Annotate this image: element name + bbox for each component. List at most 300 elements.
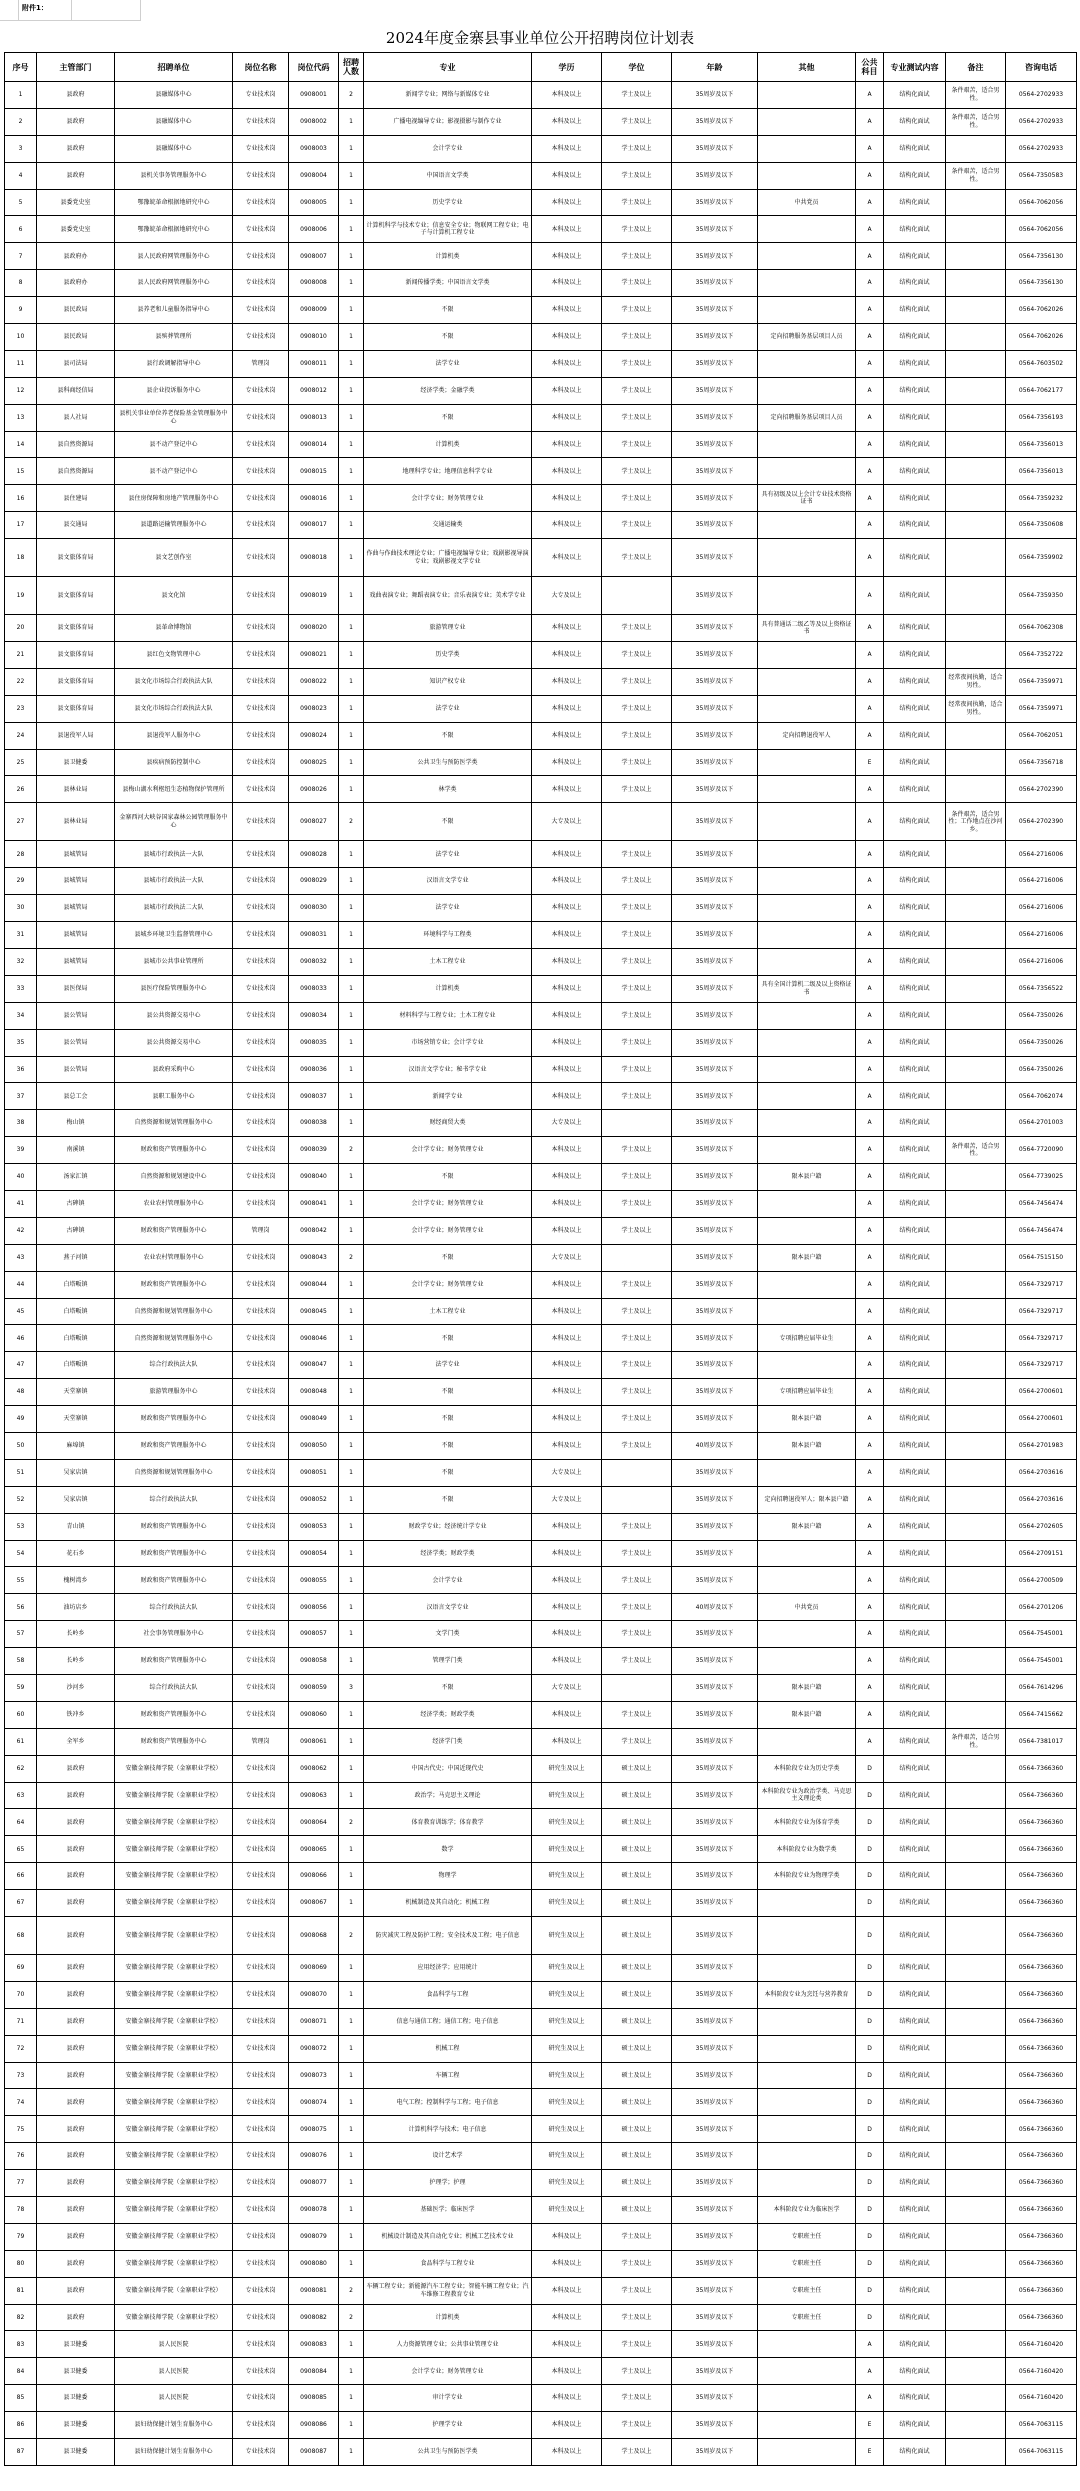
cell-test-content: 结构化面试	[884, 2385, 946, 2412]
cell-post-name: 专业技术岗	[233, 2331, 289, 2358]
cell-test-content: 结构化面试	[884, 1244, 946, 1271]
cell-other	[758, 2143, 856, 2170]
cell-index: 55	[5, 1567, 37, 1594]
cell-post-code: 0908080	[289, 2250, 339, 2277]
cell-major: 不限	[364, 1164, 532, 1191]
cell-department: 县政府	[37, 1863, 115, 1890]
cell-education: 研究生及以上	[532, 1890, 602, 1917]
table-row	[5, 1674, 1077, 1701]
cell-test-content: 结构化面试	[884, 2035, 946, 2062]
cell-post-name: 专业技术岗	[233, 1621, 289, 1648]
cell-test-content: 结构化面试	[884, 948, 946, 975]
cell-index: 22	[5, 668, 37, 695]
cell-department: 全军乡	[37, 1728, 115, 1755]
cell-degree: 学士及以上	[602, 243, 672, 270]
cell-other: 定向招聘服务基层项目人员	[758, 404, 856, 431]
cell-department: 铁冲乡	[37, 1701, 115, 1728]
cell-department: 县政府	[37, 1955, 115, 1982]
cell-education: 大专及以上	[532, 803, 602, 841]
table-row	[5, 1594, 1077, 1621]
cell-post-code: 0908035	[289, 1029, 339, 1056]
cell-headcount: 1	[339, 2170, 364, 2197]
cell-headcount: 1	[339, 668, 364, 695]
cell-remark	[946, 297, 1006, 324]
cell-degree: 学士及以上	[602, 1190, 672, 1217]
cell-remark	[946, 2304, 1006, 2331]
cell-headcount: 1	[339, 1029, 364, 1056]
cell-employer: 县疾病预防控制中心	[115, 749, 233, 776]
cell-other: 专职班主任	[758, 2304, 856, 2331]
table-row	[5, 189, 1077, 216]
cell-major: 地理科学专业；地理信息科学专业	[364, 458, 532, 485]
cell-phone: 0564-7062056	[1006, 216, 1077, 243]
cell-phone: 0564-2716006	[1006, 841, 1077, 868]
cell-public-subject: A	[856, 868, 884, 895]
cell-public-subject: A	[856, 668, 884, 695]
cell-test-content: 结构化面试	[884, 1083, 946, 1110]
cell-age: 40周岁及以下	[672, 1594, 758, 1621]
cell-employer: 财政和资产管理服务中心	[115, 1432, 233, 1459]
cell-public-subject: A	[856, 512, 884, 539]
cell-post-name: 专业技术岗	[233, 2439, 289, 2466]
cell-education: 本科及以上	[532, 668, 602, 695]
cell-post-code: 0908071	[289, 2008, 339, 2035]
cell-education: 本科及以上	[532, 2304, 602, 2331]
cell-index: 19	[5, 577, 37, 615]
cell-age: 35周岁及以下	[672, 1567, 758, 1594]
cell-employer: 安徽金寨技师学院（金寨职业学校）	[115, 1836, 233, 1863]
cell-remark	[946, 1513, 1006, 1540]
cell-department: 油坊店乡	[37, 1594, 115, 1621]
cell-education: 研究生及以上	[532, 1755, 602, 1782]
cell-headcount: 1	[339, 1621, 364, 1648]
cell-index: 79	[5, 2223, 37, 2250]
table-row	[5, 431, 1077, 458]
cell-headcount: 1	[339, 1486, 364, 1513]
cell-degree	[602, 1486, 672, 1513]
cell-education: 本科及以上	[532, 108, 602, 135]
cell-test-content: 结构化面试	[884, 1190, 946, 1217]
table-row	[5, 922, 1077, 949]
cell-major: 财政学专业；经济统计学专业	[364, 1513, 532, 1540]
cell-post-code: 0908006	[289, 216, 339, 243]
cell-department: 县城管局	[37, 868, 115, 895]
cell-degree	[602, 1459, 672, 1486]
cell-post-name: 专业技术岗	[233, 1863, 289, 1890]
cell-post-code: 0908055	[289, 1567, 339, 1594]
cell-remark	[946, 1540, 1006, 1567]
cell-headcount: 2	[339, 1244, 364, 1271]
cell-degree	[602, 577, 672, 615]
cell-major: 设计艺术学	[364, 2143, 532, 2170]
cell-post-code: 0908073	[289, 2062, 339, 2089]
cell-department: 县卫健委	[37, 749, 115, 776]
cell-test-content: 结构化面试	[884, 82, 946, 109]
cell-public-subject: A	[856, 1137, 884, 1164]
cell-headcount: 1	[339, 2197, 364, 2224]
cell-public-subject: D	[856, 2304, 884, 2331]
cell-employer: 县机关事务管理服务中心	[115, 162, 233, 189]
cell-test-content: 结构化面试	[884, 642, 946, 669]
cell-post-code: 0908020	[289, 615, 339, 642]
cell-headcount: 1	[339, 1325, 364, 1352]
cell-post-code: 0908063	[289, 1782, 339, 1809]
cell-index: 87	[5, 2439, 37, 2466]
cell-post-name: 专业技术岗	[233, 1486, 289, 1513]
cell-employer: 安徽金寨技师学院（金寨职业学校）	[115, 1755, 233, 1782]
cell-test-content: 结构化面试	[884, 512, 946, 539]
cell-test-content: 结构化面试	[884, 1056, 946, 1083]
cell-major: 计算机类	[364, 243, 532, 270]
cell-index: 81	[5, 2277, 37, 2304]
cell-public-subject: A	[856, 1110, 884, 1137]
cell-post-name: 专业技术岗	[233, 2170, 289, 2197]
cell-post-code: 0908015	[289, 458, 339, 485]
cell-phone: 0564-2701003	[1006, 1110, 1077, 1137]
cell-degree: 学士及以上	[602, 2250, 672, 2277]
cell-department: 县政府	[37, 2143, 115, 2170]
cell-post-code: 0908037	[289, 1083, 339, 1110]
cell-age: 40周岁及以下	[672, 1432, 758, 1459]
cell-public-subject: A	[856, 458, 884, 485]
cell-employer: 县融媒体中心	[115, 135, 233, 162]
cell-post-code: 0908016	[289, 485, 339, 512]
cell-other: 定向招聘服务基层项目人员	[758, 324, 856, 351]
cell-department: 县卫健委	[37, 2385, 115, 2412]
cell-phone: 0564-7359232	[1006, 485, 1077, 512]
cell-remark	[946, 1164, 1006, 1191]
cell-major: 新闻传播学类；中国语言文学类	[364, 270, 532, 297]
cell-age: 35周岁及以下	[672, 1190, 758, 1217]
cell-phone: 0564-7366360	[1006, 2089, 1077, 2116]
cell-test-content: 结构化面试	[884, 615, 946, 642]
table-row	[5, 1755, 1077, 1782]
cell-headcount: 1	[339, 577, 364, 615]
cell-phone: 0564-7366360	[1006, 1955, 1077, 1982]
cell-degree: 学士及以上	[602, 1648, 672, 1675]
cell-post-code: 0908042	[289, 1217, 339, 1244]
cell-post-name: 专业技术岗	[233, 297, 289, 324]
table-row	[5, 512, 1077, 539]
cell-major: 计算机类	[364, 2304, 532, 2331]
cell-education: 大专及以上	[532, 1674, 602, 1701]
cell-headcount: 1	[339, 975, 364, 1002]
cell-other: 本科阶段专业为烹饪与营养教育	[758, 1981, 856, 2008]
cell-post-code: 0908061	[289, 1728, 339, 1755]
cell-degree: 学士及以上	[602, 2331, 672, 2358]
cell-post-code: 0908065	[289, 1836, 339, 1863]
cell-department: 县交通局	[37, 512, 115, 539]
cell-department: 县城管局	[37, 948, 115, 975]
cell-major: 新闻学专业	[364, 1083, 532, 1110]
cell-department: 县住建局	[37, 485, 115, 512]
cell-test-content: 结构化面试	[884, 2062, 946, 2089]
cell-test-content: 结构化面试	[884, 1513, 946, 1540]
cell-remark	[946, 404, 1006, 431]
cell-education: 研究生及以上	[532, 1955, 602, 1982]
cell-phone: 0564-7366360	[1006, 1782, 1077, 1809]
cell-headcount: 1	[339, 1083, 364, 1110]
cell-age: 35周岁及以下	[672, 922, 758, 949]
table-row	[5, 1432, 1077, 1459]
cell-headcount: 1	[339, 1513, 364, 1540]
cell-employer: 安徽金寨技师学院（金寨职业学校）	[115, 2170, 233, 2197]
cell-age: 35周岁及以下	[672, 297, 758, 324]
cell-department: 县卫健委	[37, 2439, 115, 2466]
cell-education: 本科及以上	[532, 2277, 602, 2304]
cell-other	[758, 2116, 856, 2143]
cell-phone: 0564-7366360	[1006, 2304, 1077, 2331]
cell-degree: 学士及以上	[602, 512, 672, 539]
cell-age: 35周岁及以下	[672, 577, 758, 615]
cell-degree: 硕士及以上	[602, 1890, 672, 1917]
cell-education: 本科及以上	[532, 615, 602, 642]
cell-public-subject: A	[856, 1298, 884, 1325]
cell-department: 县总工会	[37, 1083, 115, 1110]
cell-other: 中共党员	[758, 189, 856, 216]
cell-age: 35周岁及以下	[672, 1621, 758, 1648]
cell-post-code: 0908066	[289, 1863, 339, 1890]
cell-public-subject: A	[856, 1486, 884, 1513]
cell-employer: 县退役军人服务中心	[115, 722, 233, 749]
cell-index: 66	[5, 1863, 37, 1890]
cell-education: 本科及以上	[532, 189, 602, 216]
cell-phone: 0564-2701983	[1006, 1432, 1077, 1459]
cell-education: 本科及以上	[532, 2439, 602, 2466]
cell-remark	[946, 2358, 1006, 2385]
cell-post-code: 0908058	[289, 1648, 339, 1675]
cell-test-content: 结构化面试	[884, 695, 946, 722]
cell-other	[758, 2439, 856, 2466]
cell-public-subject: D	[856, 1809, 884, 1836]
cell-headcount: 1	[339, 1981, 364, 2008]
cell-education: 本科及以上	[532, 749, 602, 776]
cell-test-content: 结构化面试	[884, 135, 946, 162]
cell-test-content: 结构化面试	[884, 1029, 946, 1056]
cell-index: 24	[5, 722, 37, 749]
cell-remark	[946, 1863, 1006, 1890]
cell-age: 35周岁及以下	[672, 1083, 758, 1110]
cell-index: 75	[5, 2116, 37, 2143]
cell-index: 70	[5, 1981, 37, 2008]
cell-department: 县科商经信局	[37, 377, 115, 404]
cell-remark	[946, 2331, 1006, 2358]
cell-post-name: 专业技术岗	[233, 2197, 289, 2224]
cell-remark	[946, 431, 1006, 458]
cell-index: 77	[5, 2170, 37, 2197]
cell-public-subject: A	[856, 2385, 884, 2412]
cell-public-subject: E	[856, 2439, 884, 2466]
cell-phone: 0564-7356013	[1006, 458, 1077, 485]
cell-remark	[946, 2170, 1006, 2197]
cell-public-subject: A	[856, 1648, 884, 1675]
cell-other	[758, 642, 856, 669]
cell-phone: 0564-7603502	[1006, 350, 1077, 377]
cell-employer: 农业农村管理服务中心	[115, 1244, 233, 1271]
cell-test-content: 结构化面试	[884, 1002, 946, 1029]
cell-age: 35周岁及以下	[672, 615, 758, 642]
cell-age: 35周岁及以下	[672, 1809, 758, 1836]
cell-index: 28	[5, 841, 37, 868]
cell-phone: 0564-7350583	[1006, 162, 1077, 189]
cell-index: 37	[5, 1083, 37, 1110]
cell-remark	[946, 2062, 1006, 2089]
cell-phone: 0564-7356013	[1006, 431, 1077, 458]
cell-other	[758, 1459, 856, 1486]
cell-headcount: 1	[339, 270, 364, 297]
cell-test-content: 结构化面试	[884, 975, 946, 1002]
cell-post-name: 专业技术岗	[233, 1890, 289, 1917]
cell-headcount: 1	[339, 1298, 364, 1325]
cell-age: 35周岁及以下	[672, 1002, 758, 1029]
cell-index: 53	[5, 1513, 37, 1540]
cell-index: 69	[5, 1955, 37, 1982]
cell-post-code: 0908052	[289, 1486, 339, 1513]
cell-headcount: 1	[339, 2062, 364, 2089]
cell-test-content: 结构化面试	[884, 1271, 946, 1298]
cell-phone: 0564-7062026	[1006, 297, 1077, 324]
cell-index: 64	[5, 1809, 37, 1836]
cell-public-subject: A	[856, 948, 884, 975]
cell-education: 本科及以上	[532, 1540, 602, 1567]
cell-test-content: 结构化面试	[884, 868, 946, 895]
cell-age: 35周岁及以下	[672, 2385, 758, 2412]
cell-degree: 学士及以上	[602, 1083, 672, 1110]
cell-education: 大专及以上	[532, 1459, 602, 1486]
cell-test-content: 结构化面试	[884, 776, 946, 803]
cell-headcount: 2	[339, 82, 364, 109]
cell-degree: 学士及以上	[602, 108, 672, 135]
cell-other	[758, 1955, 856, 1982]
cell-post-code: 0908064	[289, 1809, 339, 1836]
cell-other: 限本县户籍	[758, 1406, 856, 1433]
cell-major: 不限	[364, 1379, 532, 1406]
cell-major: 会计学专业；财务管理专业	[364, 2358, 532, 2385]
cell-index: 44	[5, 1271, 37, 1298]
cell-degree: 学士及以上	[602, 695, 672, 722]
cell-major: 财经商贸大类	[364, 1110, 532, 1137]
cell-department: 县政府	[37, 2223, 115, 2250]
cell-age: 35周岁及以下	[672, 749, 758, 776]
cell-post-name: 专业技术岗	[233, 1540, 289, 1567]
cell-education: 研究生及以上	[532, 2062, 602, 2089]
cell-age: 35周岁及以下	[672, 695, 758, 722]
cell-index: 16	[5, 485, 37, 512]
cell-test-content: 结构化面试	[884, 350, 946, 377]
cell-major: 经济学类；财政学类	[364, 1540, 532, 1567]
cell-department: 县城管局	[37, 922, 115, 949]
cell-employer: 县公共资源交易中心	[115, 1029, 233, 1056]
cell-major: 数学	[364, 1836, 532, 1863]
cell-employer: 安徽金寨技师学院（金寨职业学校）	[115, 2304, 233, 2331]
cell-index: 8	[5, 270, 37, 297]
cell-test-content: 结构化面试	[884, 1782, 946, 1809]
table-row	[5, 2143, 1077, 2170]
cell-test-content: 结构化面试	[884, 1406, 946, 1433]
cell-age: 35周岁及以下	[672, 216, 758, 243]
cell-other: 本科阶段专业为体育学类	[758, 1809, 856, 1836]
cell-age: 35周岁及以下	[672, 1459, 758, 1486]
cell-post-name: 专业技术岗	[233, 722, 289, 749]
cell-public-subject: A	[856, 1325, 884, 1352]
cell-age: 35周岁及以下	[672, 1955, 758, 1982]
cell-department: 吴家店镇	[37, 1486, 115, 1513]
cell-department: 长岭乡	[37, 1648, 115, 1675]
cell-index: 78	[5, 2197, 37, 2224]
cell-headcount: 1	[339, 1056, 364, 1083]
cell-index: 33	[5, 975, 37, 1002]
cell-department: 县公管局	[37, 1002, 115, 1029]
cell-degree: 学士及以上	[602, 350, 672, 377]
cell-index: 67	[5, 1890, 37, 1917]
cell-public-subject: A	[856, 485, 884, 512]
cell-other: 限本县户籍	[758, 1513, 856, 1540]
cell-index: 35	[5, 1029, 37, 1056]
cell-post-code: 0908048	[289, 1379, 339, 1406]
col-header-post-code: 岗位代码	[289, 53, 339, 82]
cell-education: 研究生及以上	[532, 2197, 602, 2224]
cell-major: 食品科学与工程	[364, 1981, 532, 2008]
page-title: 2024年度金寨县事业单位公开招聘岗位计划表	[385, 29, 695, 47]
cell-index: 60	[5, 1701, 37, 1728]
cell-other: 限本县户籍	[758, 1244, 856, 1271]
cell-remark	[946, 2250, 1006, 2277]
cell-remark	[946, 1379, 1006, 1406]
cell-headcount: 1	[339, 2439, 364, 2466]
cell-other	[758, 1056, 856, 1083]
cell-public-subject: A	[856, 1352, 884, 1379]
cell-employer: 安徽金寨技师学院（金寨职业学校）	[115, 2277, 233, 2304]
table-row	[5, 2385, 1077, 2412]
cell-index: 26	[5, 776, 37, 803]
cell-post-code: 0908031	[289, 922, 339, 949]
table-row	[5, 2089, 1077, 2116]
cell-post-name: 专业技术岗	[233, 642, 289, 669]
cell-department: 青山镇	[37, 1513, 115, 1540]
cell-test-content: 结构化面试	[884, 841, 946, 868]
cell-test-content: 结构化面试	[884, 404, 946, 431]
cell-degree: 学士及以上	[602, 1540, 672, 1567]
cell-age: 35周岁及以下	[672, 2008, 758, 2035]
table-row	[5, 2035, 1077, 2062]
cell-degree: 硕士及以上	[602, 1782, 672, 1809]
cell-age: 35周岁及以下	[672, 324, 758, 351]
cell-headcount: 2	[339, 1917, 364, 1955]
cell-headcount: 1	[339, 1863, 364, 1890]
cell-age: 35周岁及以下	[672, 2250, 758, 2277]
cell-index: 10	[5, 324, 37, 351]
cell-post-code: 0908018	[289, 539, 339, 577]
cell-remark	[946, 1459, 1006, 1486]
cell-post-code: 0908041	[289, 1190, 339, 1217]
cell-index: 36	[5, 1056, 37, 1083]
table-row	[5, 2116, 1077, 2143]
cell-public-subject: D	[856, 2170, 884, 2197]
cell-phone: 0564-7366360	[1006, 2170, 1077, 2197]
cell-remark	[946, 948, 1006, 975]
cell-degree: 硕士及以上	[602, 2062, 672, 2089]
cell-employer: 财政和资产管理服务中心	[115, 1728, 233, 1755]
cell-education: 研究生及以上	[532, 1917, 602, 1955]
cell-education: 研究生及以上	[532, 1836, 602, 1863]
cell-age: 35周岁及以下	[672, 2277, 758, 2304]
cell-other: 具有全国计算机二级及以上资格证书	[758, 975, 856, 1002]
cell-employer: 自然资源和规划管理服务中心	[115, 1459, 233, 1486]
cell-other	[758, 1271, 856, 1298]
cell-public-subject: E	[856, 749, 884, 776]
cell-remark	[946, 243, 1006, 270]
cell-post-name: 专业技术岗	[233, 668, 289, 695]
